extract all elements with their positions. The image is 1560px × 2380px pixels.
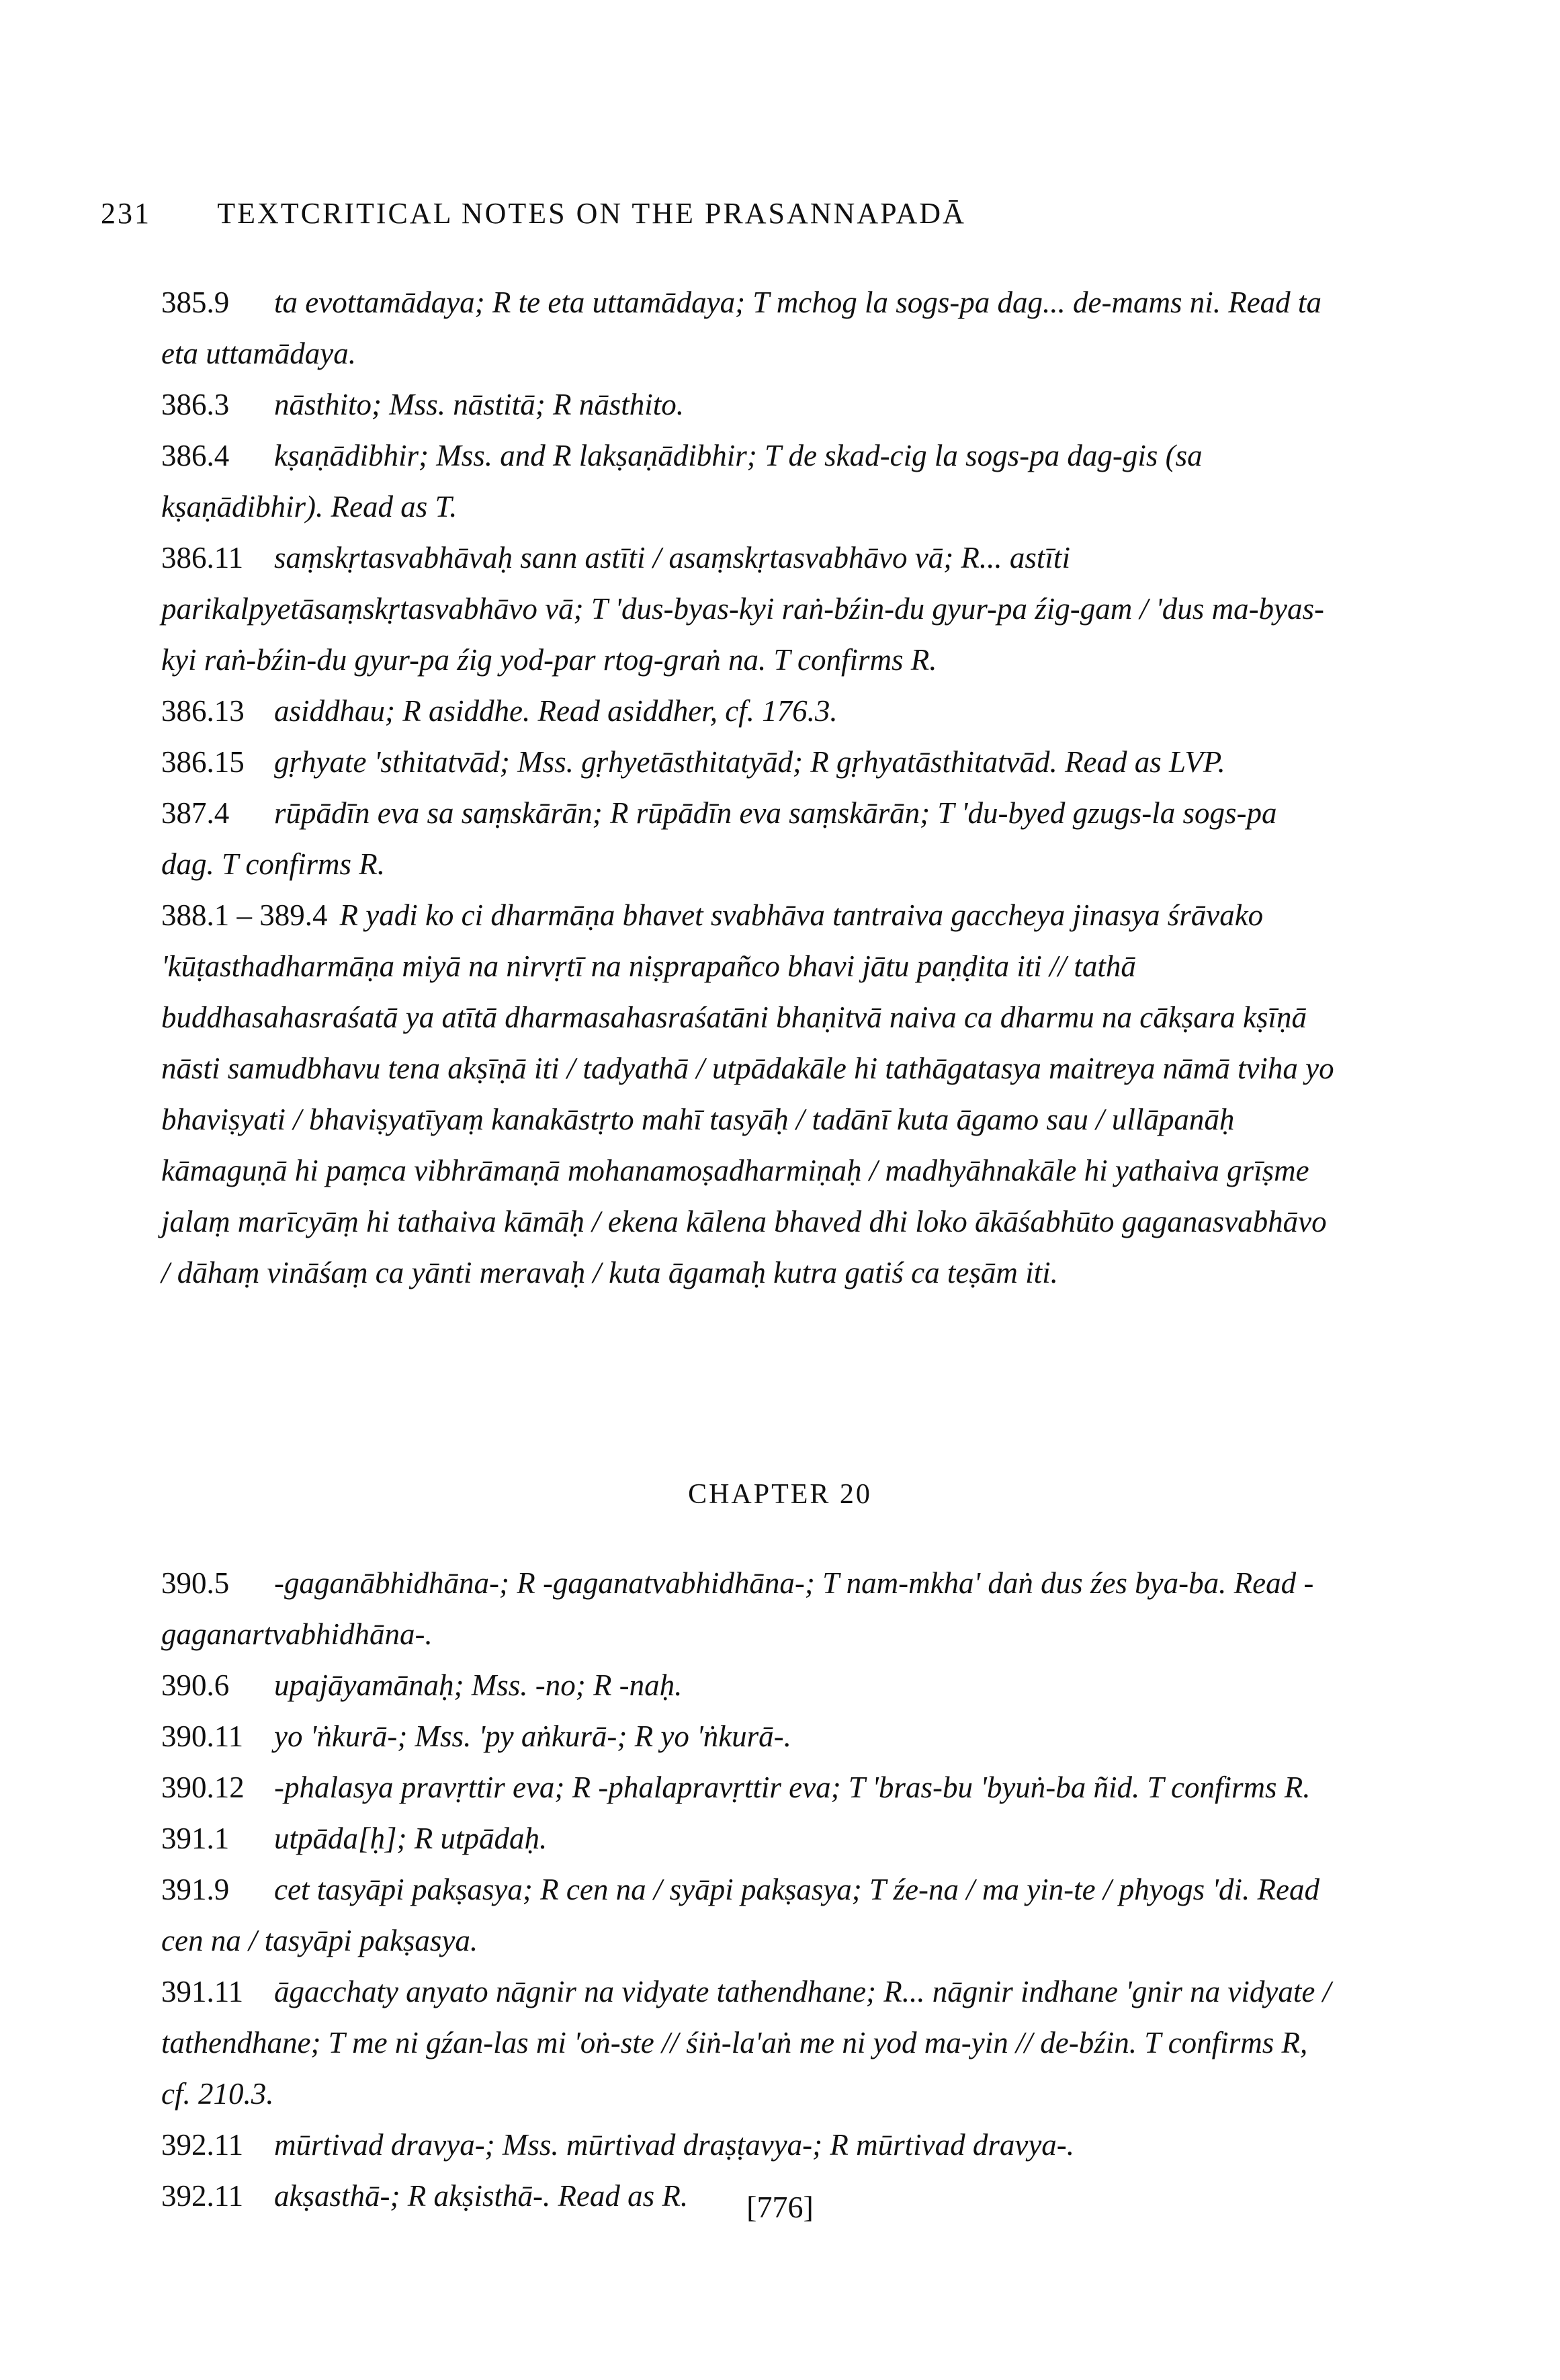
note-entry — [114, 2119, 1337, 2170]
note-entry — [114, 736, 1337, 788]
note-text: R yadi ko ci dharmāṇa bhavet svabhāva tantraiva gaccheya jinasya śrāvako 'kūṭasthadharmāṇa miyā na nirvṛtī na niṣprapañco bhavi jātu paṇḍita iti // tathā buddhasahasraśatā ya atītā dharmasahasraśatāni bhaṇitvā naiva ca dharmu na cākṣara kṣīṇā nāsti samudbhavu tena akṣīṇā iti / tadyathā / utpādakāle hi tathāgatasya maitreya nāmā tviha yo bhaviṣyati / bhaviṣyatīyaṃ kanakāstṛto mahī tasyāḥ / tadānī kuta āgamo sau / ullāpanāḥ kāmaguṇā hi paṃca vibhrāmaṇā mohanamoṣadharmiṇaḥ / madhyāhnakāle hi yathaiva grīṣme jalaṃ marīcyāṃ hi tathaiva kāmāḥ / ekena kālena bhaved dhi loko ākāśabhūto gaganasvabhāvo / dāhaṃ vināśaṃ ca yānti meravaḥ / kuta āgamaḥ kutra gatiś ca teṣām iti. — [161, 898, 1334, 1289]
note-entry — [114, 788, 1337, 890]
note-entry — [114, 277, 1337, 379]
note-entry — [114, 1966, 1337, 2119]
note-text: -gaganābhidhāna-; R -gaganatvabhidhāna-; T nam-mkha' daṅ dus źes bya-ba. Read -gaganartvabhidhāna-. — [161, 1566, 1314, 1651]
note-ref: 386.15 — [161, 745, 245, 779]
note-ref: 385.9 — [161, 286, 230, 319]
note-text: saṃskṛtasvabhāvaḥ sann astīti / asaṃskṛtasvabhāvo vā; R... astīti parikalpyetāsaṃskṛtasvabhāvo vā; T 'dus-byas-kyi raṅ-bźin-du gyur-pa źig-gam / 'dus ma-byas-kyi raṅ-bźin-du gyur-pa źig yod-par rtog-graṅ na. T confirms R. — [161, 541, 1325, 677]
note-text: gṛhyate 'sthitatvād; Mss. gṛhyetāsthitatyād; R gṛhyatāsthitatvād. Read as LVP. — [274, 745, 1225, 779]
note-ref: 386.13 — [161, 694, 245, 728]
note-ref: 391.1 — [161, 1822, 230, 1855]
note-ref: 386.4 — [161, 439, 230, 472]
note-ref: 390.11 — [161, 1719, 244, 1753]
note-text: āgacchaty anyato nāgnir na vidyate tathendhane; R... nāgnir indhane 'gnir na vidyate / tathendhane; T me ni gźan-las mi 'oṅ-ste // śiṅ-la'aṅ me ni yod ma-yin // de-bźin. T confirms R, cf. 210.3. — [161, 1975, 1332, 2111]
note-text: upajāyamānaḥ; Mss. -no; R -naḥ. — [274, 1668, 683, 1702]
note-ref: 386.3 — [161, 388, 230, 421]
page-footer-marker: [776] — [746, 2190, 814, 2224]
note-text: asiddhau; R asiddhe. Read asiddher, cf. 176.3. — [274, 694, 838, 728]
note-text: utpāda[ḥ]; R utpādaḥ. — [274, 1822, 548, 1855]
note-entry — [114, 1762, 1337, 1813]
note-text: akṣasthā-; R akṣisthā-. Read as R. — [274, 2179, 689, 2213]
note-text: nāsthito; Mss. nāstitā; R nāsthito. — [274, 388, 685, 421]
note-text: ta evottamādaya; R te eta uttamādaya; T mchog la sogs-pa dag... de-mams ni. Read ta eta uttamādaya. — [161, 286, 1321, 370]
running-header — [101, 196, 1377, 230]
note-text: mūrtivad dravya-; Mss. mūrtivad draṣṭavya-; R mūrtivad dravya-. — [274, 2128, 1075, 2162]
note-ref: 390.5 — [161, 1566, 230, 1600]
note-entry — [114, 379, 1337, 430]
note-text: cet tasyāpi pakṣasya; R cen na / syāpi pakṣasya; T źe-na / ma yin-te / phyogs 'di. Read cen na / tasyāpi pakṣasya. — [161, 1873, 1319, 1957]
note-entry — [114, 1660, 1337, 1711]
note-entry — [114, 890, 1337, 1298]
note-ref: 386.11 — [161, 541, 244, 575]
note-text: -phalasya pravṛttir eva; R -phalapravṛttir eva; T 'bras-bu 'byuṅ-ba ñid. T confirms R. — [274, 1771, 1311, 1804]
note-entry — [114, 1813, 1337, 1864]
note-entry — [114, 532, 1337, 685]
page-number: 231 — [101, 197, 151, 230]
running-title: TEXTCRITICAL NOTES ON THE PRASANNAPADĀ — [217, 197, 966, 230]
note-entry — [114, 685, 1337, 736]
note-ref: 391.11 — [161, 1975, 244, 2008]
chapter-heading: CHAPTER 20 — [688, 1479, 872, 1510]
note-entry — [114, 1864, 1337, 1966]
note-ref: 392.11 — [161, 2128, 244, 2162]
notes-section-2 — [114, 1558, 1337, 2221]
note-ref: 387.4 — [161, 796, 230, 830]
note-ref: 388.1 – 389.4 — [161, 898, 328, 932]
note-entry — [114, 430, 1337, 532]
note-entry — [114, 1711, 1337, 1762]
note-ref: 390.6 — [161, 1668, 230, 1702]
note-text: rūpādīn eva sa saṃskārān; R rūpādīn eva saṃskārān; T 'du-byed gzugs-la sogs-pa dag. T confirms R. — [161, 796, 1277, 881]
note-ref: 390.12 — [161, 1771, 245, 1804]
note-ref: 392.11 — [161, 2179, 244, 2213]
note-text: kṣaṇādibhir; Mss. and R lakṣaṇādibhir; T de skad-cig la sogs-pa dag-gis (sa kṣaṇādibhir). Read as T. — [161, 439, 1203, 523]
note-text: yo 'ṅkurā-; Mss. 'py aṅkurā-; R yo 'ṅkurā-. — [274, 1719, 791, 1753]
notes-section-1 — [114, 277, 1337, 1298]
note-ref: 391.9 — [161, 1873, 230, 1906]
note-entry — [114, 1558, 1337, 1660]
